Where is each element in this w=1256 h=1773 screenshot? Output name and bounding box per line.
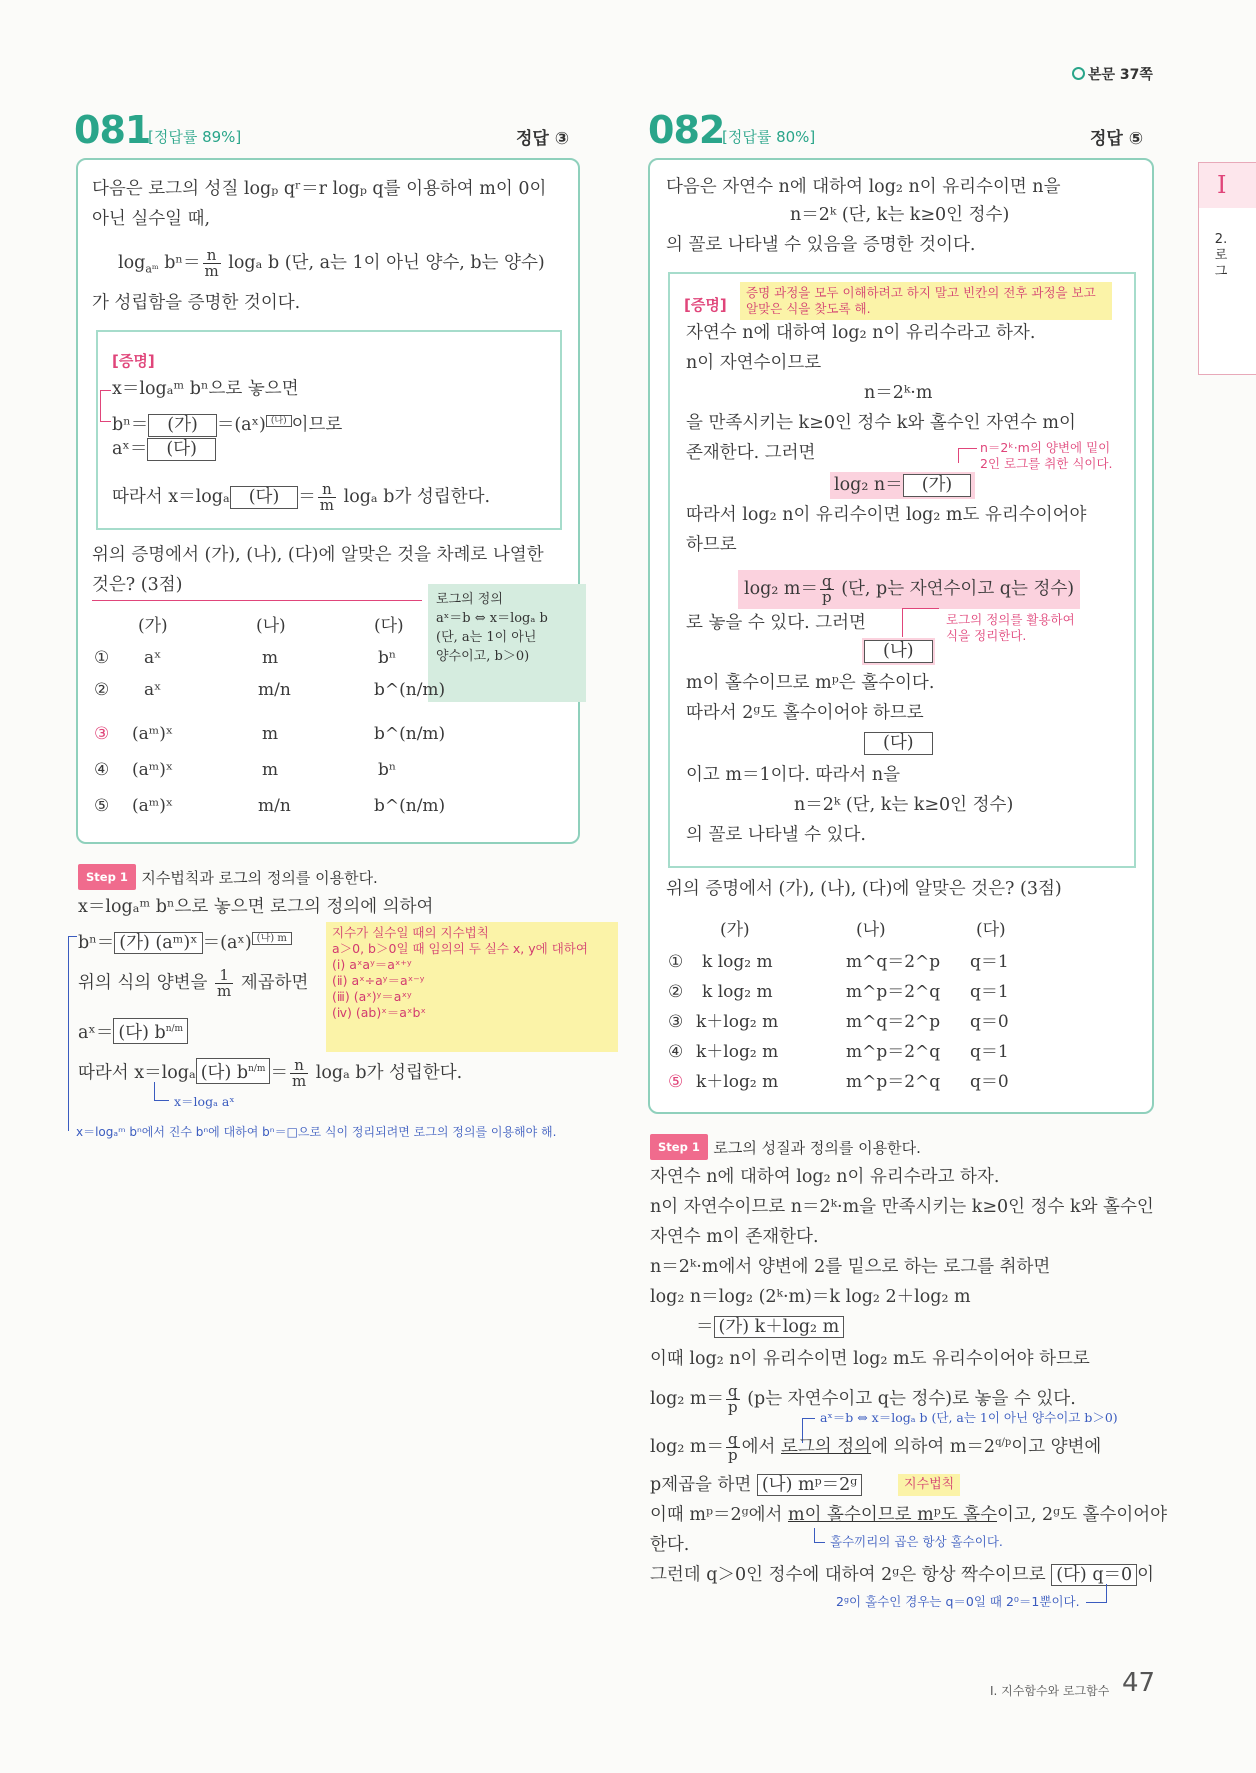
sol-082-line-10: p제곱을 하면 (나) mᵖ＝2ᵍ (650, 1474, 862, 1496)
proof-guide-note: 증명 과정을 모두 이해하려고 하지 말고 빈칸의 전후 과정을 보고 알맞은 식을 찾도록 해. (740, 282, 1112, 320)
sol-bracket (68, 936, 77, 1131)
sol-under-pointer (154, 1082, 169, 1101)
proof-082-line-na (862, 638, 935, 665)
problem-number-082: 082 (648, 108, 725, 152)
sol-line-5: 따라서 x＝logₐ (다) $b^{n/m}$ ＝ $\frac{n}{m}$ logₐ b가 성립한다. (78, 1056, 463, 1090)
sol-082-line-6: ＝ (가) k＋log₂ m (696, 1316, 844, 1338)
correct-rate-081: [정답률 89%] (148, 128, 242, 146)
sol-082-line-3: 자연수 m이 존재한다. (650, 1227, 819, 1247)
sol-082-line-5: log₂ n＝log₂ (2ᵏ·m)＝k log₂ 2＋log₂ m (650, 1287, 971, 1307)
correct-rate-082: [정답률 80%] (722, 128, 816, 146)
blank-082-ga: (가) (903, 474, 972, 497)
log-both-sides-note: n＝2ᵏ·m의 양변에 밑이 2인 로그를 취한 식이다. (980, 440, 1113, 471)
page-number: 47 (1122, 1668, 1156, 1698)
proof-082-line-12: 따라서 2ᵍ도 홀수이어야 하므로 (686, 703, 924, 723)
proof-tag-082: [증명] (684, 296, 727, 314)
proof-082-line-3: n＝2ᵏ·m (864, 383, 933, 403)
step-heading-081: Step 1 지수법칙과 로그의 정의를 이용한다. (78, 864, 378, 890)
correct-choice-082-mark: ⑤ (668, 1072, 684, 1092)
note-arrow-2 (902, 608, 939, 637)
sol-082-final-note: 2ᵍ이 홀수인 경우는 q＝0일 때 2⁰＝1뿐이다. (836, 1594, 1080, 1609)
proof-line-2: bⁿ＝ (가) ＝(aˣ) $^{(나)}$ 이므로 (112, 414, 343, 435)
chapter-side-tab[interactable] (1198, 162, 1256, 210)
intro-formula: $\log_{aᵐ} b^n=$ $\frac{n}{m}$ logₐ b (단, a는 1이 아닌 양수, b는 양수) (118, 246, 545, 280)
chapter-roman: Ⅰ (1217, 171, 1227, 199)
def-pointer-line (92, 600, 422, 601)
answer-082: 정답 ⑤ (1090, 129, 1144, 149)
sol-under-note: x＝logₐ aˣ (174, 1094, 235, 1109)
proof-082-line-5: 존재한다. 그러면 (686, 443, 816, 463)
circle-bullet-icon (1072, 67, 1085, 80)
proof-tag-081: [증명] (112, 352, 155, 370)
blank-da: (다) (147, 438, 216, 461)
question-line-2: 것은? (3점) (92, 575, 183, 595)
sol-082-line-1: 자연수 n에 대하여 log₂ n이 유리수라고 하자. (650, 1167, 1000, 1187)
sol-082-line-2: n이 자연수이므로 n＝2ᵏ·m을 만족시키는 k≥0인 정수 k와 홀수인 (650, 1197, 1154, 1217)
question-line-1: 위의 증명에서 (가), (나), (다)에 알맞은 것을 차례로 나열한 (92, 545, 544, 565)
proof-082-line-1: 자연수 n에 대하여 log₂ n이 유리수라고 하자. (686, 323, 1036, 343)
exponent-law-tag: 지수법칙 (898, 1474, 960, 1496)
proof-082-line-15: 의 꼴로 나타낼 수 있다. (686, 825, 866, 845)
step-heading-082: Step 1 로그의 성질과 정의를 이용한다. (650, 1134, 921, 1160)
sol-bottom-note: x＝logₐᵐ bⁿ에서 진수 bⁿ에 대하여 bⁿ＝□으로 식이 정리되려면 로그의 정의를 이용해야 해. (76, 1125, 557, 1139)
sol-082-odd-note: 홀수끼리의 곱은 항상 홀수이다. (830, 1534, 1003, 1549)
col-082-header-ga: (가) (720, 920, 750, 940)
proof-082-line-14: n＝2ᵏ (단, k는 k≥0인 정수) (794, 795, 1014, 815)
sol-082-final-pointer (1086, 1584, 1107, 1603)
col-header-na: (나) (256, 616, 286, 636)
col-082-header-da: (다) (976, 920, 1006, 940)
exponent-law-note: 지수가 실수일 때의 지수법칙 a＞0, b＞0일 때 임의의 두 실수 x, y에 대하여 (ⅰ) aˣaʸ＝aˣ⁺ʸ (ⅱ) aˣ÷aʸ＝aˣ⁻ʸ (ⅲ) (aˣ)ʸ＝aˣʸ (ⅳ) (ab)ˣ＝aˣbˣ (326, 922, 618, 1052)
proof-082-line-9: log₂ m＝ $\frac{q}{p}$ (단, p는 자연수이고 q는 정수) (738, 570, 1080, 609)
chapter-side-label: 2. 로 그 (1198, 208, 1256, 375)
sol-line-4: aˣ＝ (다) $b^{n/m}$ (78, 1018, 188, 1044)
footer-section-label: Ⅰ. 지수함수와 로그함수 (990, 1684, 1110, 1698)
answer-081: 정답 ③ (516, 129, 570, 149)
sol-082-line-7: 이때 log₂ n이 유리수이면 log₂ m도 유리수이어야 하므로 (650, 1349, 1090, 1369)
intro-line-3: 가 성립함을 증명한 것이다. (92, 293, 301, 313)
note-arrow-1 (958, 448, 977, 463)
sol-line-2: bⁿ＝ (가) (aᵐ)ˣ ＝(aˣ) $^{(나) m}$ (78, 926, 292, 954)
sol-082-odd-pointer (814, 1528, 825, 1543)
intro-082-line-1: 다음은 자연수 n에 대하여 log₂ n이 유리수이면 n을 (666, 177, 1061, 197)
sol-082-line-12: 한다. (650, 1535, 690, 1555)
log-definition-note: 로그의 정의 aˣ＝b ⇔ x＝logₐ b (단, a는 1이 아닌 양수이고, b＞0) (428, 584, 586, 702)
proof-082-line-11: m이 홀수이므로 mᵖ은 홀수이다. (686, 673, 935, 693)
proof-082-line-4: 을 만족시키는 k≥0인 정수 k와 홀수인 자연수 m이 (686, 413, 1076, 433)
blank-082-da: (다) (864, 732, 933, 755)
blank-082-na: (나) (864, 640, 933, 663)
proof-line-3: aˣ＝ (다) (112, 438, 216, 461)
blank-da-2: (다) (230, 486, 299, 509)
sol-082-line-8: log₂ m＝ $\frac{q}{p}$ (p는 자연수이고 q는 정수)로 놓을 수 있다. (650, 1382, 1076, 1416)
col-header-ga: (가) (138, 616, 168, 636)
page-ref: 본문 37쪽 (1072, 64, 1153, 84)
intro-082-line-2: n＝2ᵏ (단, k는 k≥0인 정수) (790, 205, 1010, 225)
proof-082-line-6: log₂ n＝ (가) (830, 472, 975, 499)
proof-082-line-7: 따라서 log₂ n이 유리수이면 log₂ m도 유리수이어야 (686, 505, 1087, 525)
proof-082-line-2: n이 자연수이므로 (686, 353, 822, 373)
intro-082-line-3: 의 꼴로 나타낼 수 있음을 증명한 것이다. (666, 235, 976, 255)
col-082-header-na: (나) (856, 920, 886, 940)
intro-line-1: 다음은 로그의 성질 logₚ qʳ＝r logₚ q를 이용하여 m이 0이 (92, 179, 547, 199)
col-header-da: (다) (374, 616, 404, 636)
sol-082-line-9: log₂ m＝ $\frac{q}{p}$ 에서 로그의 정의에 의하여 $m=2^{q/p}$이고 양변에 (650, 1430, 1102, 1464)
sol-line-3: 위의 식의 양변을 $\frac{1}{m}$ 제곱하면 (78, 966, 309, 1000)
sol-line-1: x＝logₐᵐ bⁿ으로 놓으면 로그의 정의에 의하여 (78, 897, 434, 917)
question-082: 위의 증명에서 (가), (나), (다)에 알맞은 것은? (3점) (666, 879, 1062, 899)
proof-082-line-13: 이고 m＝1이다. 따라서 n을 (686, 765, 900, 785)
proof-line-1: x＝logₐᵐ bⁿ으로 놓으면 (112, 379, 299, 399)
problem-number-081: 081 (74, 108, 151, 152)
sol-082-line-4: n＝2ᵏ·m에서 양변에 2를 밑으로 하는 로그를 취하면 (650, 1257, 1051, 1277)
intro-line-2: 아닌 실수일 때, (92, 209, 211, 229)
blank-ga: (가) (148, 414, 217, 437)
correct-choice-mark: ③ (94, 724, 110, 744)
proof-line-4: 따라서 x＝logₐ (다) ＝ $\frac{n}{m}$ logₐ b가 성립한다. (112, 480, 491, 514)
log-def-use-note: 로그의 정의를 활용하여 식을 정리한다. (946, 612, 1075, 643)
proof-082-line-8: 하므로 (686, 535, 737, 555)
sol-082-line-13: 그런데 q＞0인 정수에 대하여 2ᵍ은 항상 짝수이므로 (다) q＝0 이 (650, 1565, 1155, 1585)
proof-082-line-da (864, 732, 933, 755)
sol-082-line-11: 이때 mᵖ＝2ᵍ에서 m이 홀수이므로 mᵖ도 홀수이고, 2ᵍ도 홀수이어야 (650, 1505, 1168, 1525)
proof-082-line-10: 로 놓을 수 있다. 그러면 (686, 613, 866, 633)
proof-arrow (100, 390, 111, 422)
sol-082-def-note: aˣ＝b ⇔ x＝logₐ b (단, a는 1이 아닌 양수이고 b＞0) (820, 1410, 1118, 1425)
blank-na-small: (나) (266, 415, 292, 427)
